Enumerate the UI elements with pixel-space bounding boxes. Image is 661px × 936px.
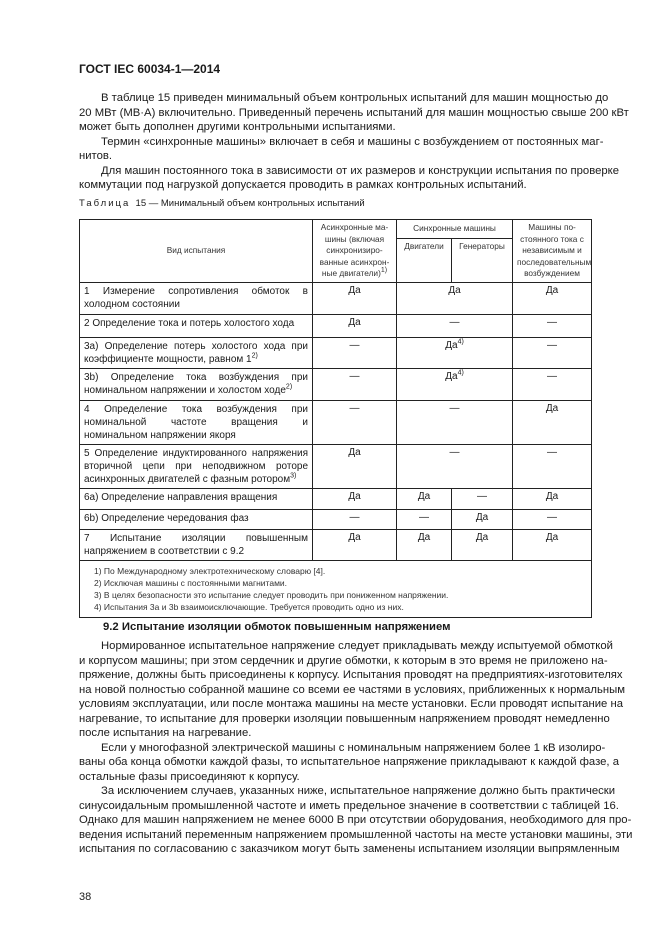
table-row	[80, 509, 592, 529]
table-row	[80, 314, 592, 337]
table-note: 1) По Международному электротехническому словарю [4].	[94, 565, 326, 576]
text-line: на новой полностью собранной машине со всеми ее частями в условиях, приближенных к нормальным	[79, 683, 626, 696]
sync-cell	[397, 400, 513, 444]
header-async-label: Асинхронные ма-шины (включая синхронизиро-ванные асинхрон-ные двигатели)	[319, 222, 390, 278]
table-note: 3) В целях безопасности это испытание следует проводить при пониженном напряжении.	[94, 589, 449, 600]
dc-cell: —	[513, 509, 592, 529]
sync-value: —	[449, 402, 460, 414]
table-row	[80, 282, 592, 314]
sync-value: Да	[445, 370, 458, 382]
test-name: 1 Измерение сопротивления обмоток в холодном состоянии	[84, 285, 308, 310]
header-sync: Синхронные машины	[397, 220, 513, 239]
footnote-ref: 4)	[457, 338, 464, 346]
text-line: ваны оба конца обмотки каждой фазы, то испытательное напряжение прикладывают к каждой фазе, а	[79, 756, 619, 768]
footnote-ref: 2)	[285, 383, 293, 391]
text-line: пряжение, должны быть присоединены к корпусу. Испытания проводят на предприятиях-изготовителях	[79, 669, 623, 681]
header-generators: Генераторы	[452, 239, 513, 282]
test-name: 5 Определение индуктированного напряжения вторичной цепи при неподвижном роторе асинхронных двигателей с фазным ротором	[84, 447, 308, 485]
sync-cell	[397, 337, 513, 368]
table-caption-text: 15 — Минимальный объем контрольных испытаний	[135, 198, 365, 209]
dc-cell: Да	[513, 529, 592, 560]
document-header: ГОСТ IEC 60034-1—2014	[79, 62, 221, 76]
async-cell: Да	[313, 529, 397, 560]
text-line: Для машин постоянного тока в зависимости от их размеров и конструкции испытания по проверке	[101, 164, 619, 177]
sync-cell	[397, 314, 513, 337]
async-cell: Да	[313, 488, 397, 509]
test-name: 3b) Определение тока возбуждения при номинальном напряжении и холостом ходе	[84, 371, 308, 396]
generators-cell: Да	[452, 509, 513, 529]
table-note: 2) Исключая машины с постоянными магнитами.	[94, 577, 288, 588]
section-heading: 9.2 Испытание изоляции обмоток повышенным напряжением	[103, 621, 451, 633]
test-name-cell	[80, 444, 313, 488]
test-name-cell	[80, 509, 313, 529]
table-row	[80, 368, 592, 400]
table-row	[80, 529, 592, 560]
test-name: 3a) Определение потерь холостого хода при коэффициенте мощности, равном 1	[84, 340, 308, 365]
table-caption-prefix: Таблица	[79, 198, 131, 209]
dc-cell: —	[513, 314, 592, 337]
async-cell: —	[313, 337, 397, 368]
sync-value: —	[449, 316, 460, 328]
text-line: нитов.	[79, 150, 113, 162]
dc-cell: —	[513, 444, 592, 488]
sync-cell	[397, 444, 513, 488]
text-line: и корпусом машины; при этом сердечник и другие обмотки, к которым в это время не приложено на-	[79, 654, 608, 667]
generators-cell: Да	[452, 529, 513, 560]
async-cell: —	[313, 400, 397, 444]
table-row	[80, 444, 592, 488]
generators-cell: —	[452, 488, 513, 509]
table-notes	[80, 560, 592, 617]
async-cell: Да	[313, 444, 397, 488]
test-name-cell	[80, 314, 313, 337]
test-name: 4 Определение тока возбуждения при номинальной частоте вращения и номинальном напряжении якоря	[84, 403, 308, 441]
sync-value: Да	[445, 339, 458, 351]
section-text	[79, 639, 633, 857]
test-name-cell	[80, 282, 313, 314]
table-row	[80, 400, 592, 444]
test-name-cell	[80, 400, 313, 444]
dc-cell: —	[513, 337, 592, 368]
intro-text	[79, 91, 629, 193]
table-note: 4) Испытания 3a и 3b взаимоисключающие. Требуется проводить одно из них.	[94, 601, 404, 612]
async-cell: Да	[313, 282, 397, 314]
footnote-ref: 4)	[457, 369, 464, 377]
footnote-ref: 3)	[290, 472, 297, 480]
test-name-cell	[80, 368, 313, 400]
text-line: Однако для машин напряжением не менее 6000 В при отсутствии оборудования, необходимого для про-	[79, 814, 632, 826]
table-row	[80, 337, 592, 368]
footnote-ref: 2)	[251, 352, 258, 360]
sync-value: —	[449, 446, 460, 458]
dc-cell: Да	[513, 282, 592, 314]
footnote-ref: 1)	[380, 267, 388, 275]
text-line: ведения испытаний переменным напряжением промышленной частоты на месте установки машины, эти	[79, 828, 633, 841]
async-cell: Да	[313, 314, 397, 337]
header-dc: Машины по-стоянного тока с независимым и последовательным возбуждением	[513, 220, 592, 283]
header-motors: Двигатели	[397, 239, 452, 282]
text-line: За исключением случаев, указанных ниже, испытательное напряжение должно быть практически	[101, 785, 616, 797]
header-async	[313, 220, 397, 283]
sync-cell	[397, 282, 513, 314]
dc-cell: Да	[513, 488, 592, 509]
async-cell: —	[313, 509, 397, 529]
text-line: В таблице 15 приведен минимальный объем контрольных испытаний для машин мощностью до	[101, 92, 609, 104]
text-line: нагревание, то испытание для проверки изоляции повышенным напряжением проводят немедленно	[79, 712, 610, 725]
tests-table	[79, 219, 592, 618]
text-line: синусоидальным промышленной частоте и иметь предельное значение в соответствии с таблицей 16.	[79, 799, 619, 812]
motors-cell: Да	[397, 529, 452, 560]
header-test-type: Вид испытания	[80, 220, 313, 283]
test-name-cell	[80, 488, 313, 509]
text-line: может быть дополнен другими контрольными испытаниями.	[79, 121, 396, 133]
test-name: 7 Испытание изоляции повышенным напряжением в соответствии с 9.2	[84, 532, 308, 557]
test-name: 6b) Определение чередования фаз	[84, 512, 249, 524]
test-name: 2 Определение тока и потерь холостого хода	[84, 317, 295, 329]
dc-cell: Да	[513, 400, 592, 444]
test-name-cell	[80, 337, 313, 368]
table-row	[80, 488, 592, 509]
test-name: 6a) Определение направления вращения	[84, 491, 278, 503]
sync-cell	[397, 368, 513, 400]
text-line: условиям эксплуатации, или после монтажа машины на месте установки. Если проводят испытание на	[79, 698, 623, 710]
page-number: 38	[79, 891, 92, 903]
text-line: Если у многофазной электрической машины с номинальным напряжением более 1 кВ изолиро-	[101, 741, 606, 754]
motors-cell: —	[397, 509, 452, 529]
text-line: испытания по согласованию с заказчиком могут быть заменены испытанием изоляции выпрямленным	[79, 843, 620, 855]
motors-cell: Да	[397, 488, 452, 509]
sync-value: Да	[448, 284, 461, 296]
text-line: Нормированное испытательное напряжение следует прикладывать между испытуемой обмоткой	[101, 640, 613, 652]
text-line: после испытания на нагревание.	[79, 727, 252, 739]
text-line: остальные фазы присоединяют к корпусу.	[79, 770, 300, 783]
text-line: коммутации под нагрузкой допускается проводить в рамках контрольных испытаний.	[79, 179, 527, 191]
test-name-cell	[80, 529, 313, 560]
table-caption	[79, 198, 365, 209]
async-cell: —	[313, 368, 397, 400]
dc-cell: —	[513, 368, 592, 400]
text-line: Термин «синхронные машины» включает в себя и машины с возбуждением от постоянных маг-	[101, 135, 604, 148]
text-line: 20 МВт (МВ·А) включительно. Приведенный перечень испытаний для машин мощностью свыше 200 кВт	[79, 106, 629, 119]
